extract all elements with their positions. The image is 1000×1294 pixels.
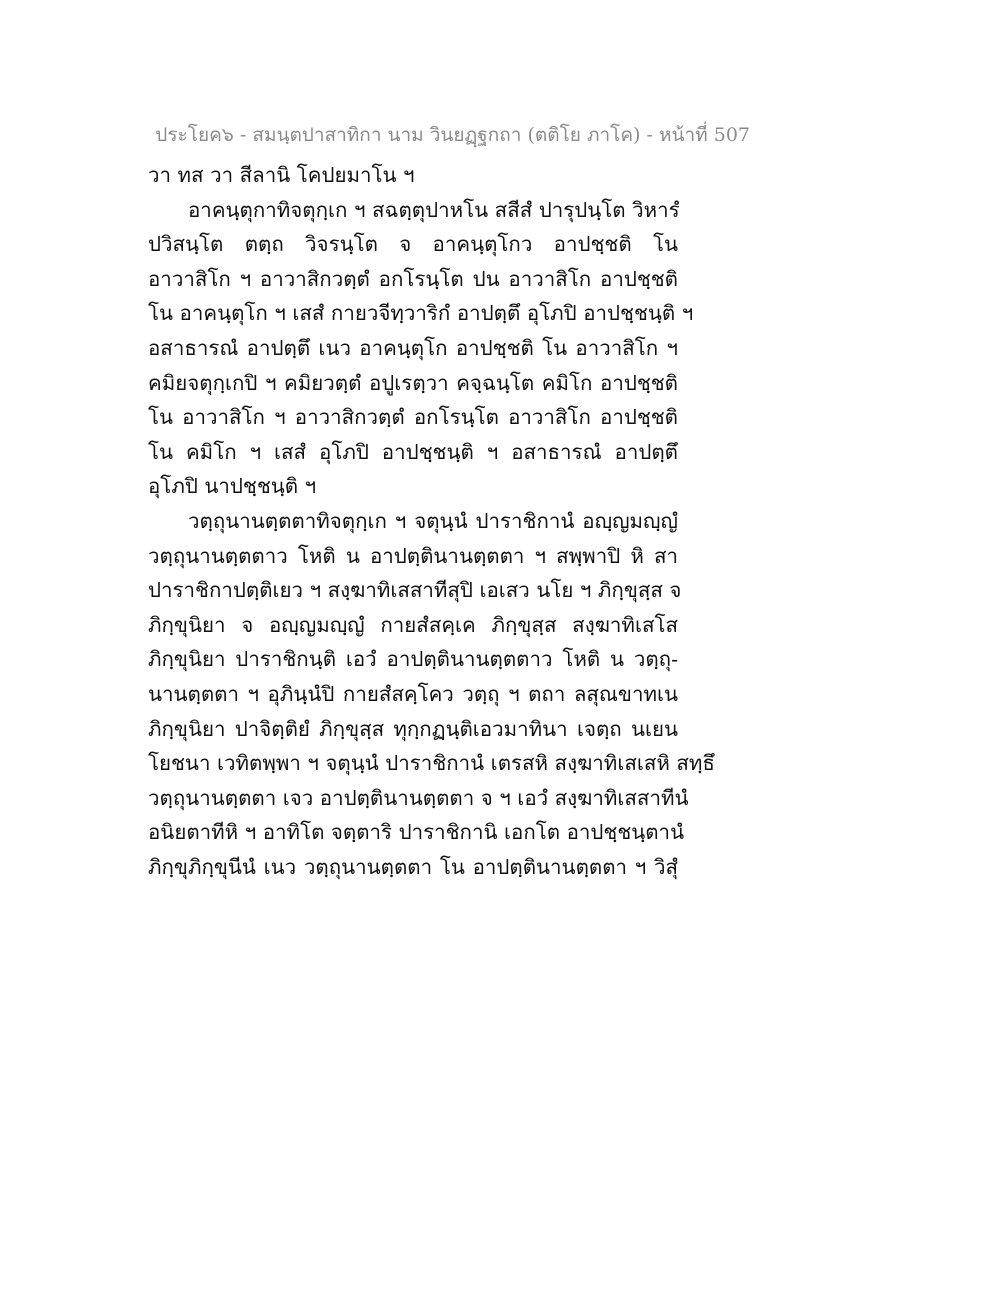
body-text: [148, 158, 715, 884]
text-line: วตฺถุนานตฺตตาทิจตุกฺเก ฯ จตุนฺนํ ปาราชิกานํ อญฺญมญฺญํ: [188, 508, 678, 533]
text-line: โยชนา เวทิตพฺพา ฯ จตุนฺนํ ปาราชิกานํ เตรสหิ สงฺฆาทิเสเสหิ สทฺธึ: [148, 751, 715, 776]
text-line: ภิกฺขุภิกฺขุนีนํ เนว วตฺถุนานตฺตตา โน อาปตฺตินานตฺตตา ฯ วิสุํ: [148, 854, 678, 879]
text-line: อสาธารณํ อาปตฺตึ เนว อาคนฺตุโก อาปชฺชติ โน อาวาสิโก ฯ: [148, 335, 678, 360]
text-line: อนิยตาทีหิ ฯ อาทิโต จตฺตาริ ปาราชิกานิ เอกโต อาปชฺชนฺตานํ: [148, 820, 685, 845]
text-line: โน อาคนฺตุโก ฯ เสสํ กายวจีทฺวาริกํ อาปตฺตึ อุโภปิ อาปชฺชนฺติ ฯ: [148, 301, 694, 326]
text-line: คมิยจตุกฺเกปิ ฯ คมิยวตฺตํ อปูเรตฺวา คจฺฉนฺโต คมิโก อาปชฺชติ: [148, 370, 678, 395]
text-line: อาคนฺตุกาทิจตุกฺเก ฯ สฉตฺตุปาหโน สสีสํ ปารุปนฺโต วิหารํ: [188, 197, 680, 222]
text-line: ภิกฺขุนิยา ปาจิตฺติยํ ภิกฺขุสฺส ทุกฺกฏนฺติเอวมาทินา เจตฺถ นเยน: [148, 716, 678, 741]
text-line: ปาราชิกาปตฺติเยว ฯ สงฺฆาทิเสสาทีสุปิ เอเสว นโย ฯ ภิกฺขุสฺส จ: [148, 578, 682, 603]
text-line: อาวาสิโก ฯ อาวาสิกวตฺตํ อกโรนฺโต ปน อาวาสิโก อาปชฺชติ: [148, 266, 678, 291]
text-line: ปวิสนฺโต ตตฺถ วิจรนฺโต จ อาคนฺตุโกว อาปชฺชติ โน: [148, 232, 678, 257]
text-line: ภิกฺขุนิยา ปาราชิกนฺติ เอวํ อาปตฺตินานตฺตตาว โหติ น วตฺถุ-: [148, 647, 678, 672]
text-line: โน คมิโก ฯ เสสํ อุโภปิ อาปชฺชนฺติ ฯ อสาธารณํ อาปตฺตึ: [148, 439, 678, 464]
text-line: อุโภปิ นาปชฺชนฺติ ฯ: [148, 474, 317, 499]
running-header: ประโยค๖ - สมนฺตปาสาทิกา นาม วินยฏฺฐกถา (ตติโย ภาโค) - หน้าที่ 507: [155, 124, 750, 146]
text-line: ภิกฺขุนิยา จ อญฺญมญฺญํ กายสํสคฺเค ภิกฺขุสฺส สงฺฆาทิเสโส: [148, 612, 678, 637]
text-line: โน อาวาสิโก ฯ อาวาสิกวตฺตํ อกโรนฺโต อาวาสิโก อาปชฺชติ: [148, 405, 678, 430]
text-line: วตฺถุนานตฺตตาว โหติ น อาปตฺตินานตฺตตา ฯ สพฺพาปิ หิ สา: [148, 543, 678, 568]
text-line: นานตฺตตา ฯ อุภินฺนํปิ กายสํสคฺโคว วตฺถุ ฯ ตถา ลสุณขาทเน: [148, 681, 678, 706]
text-line: วตฺถุนานตฺตตา เจว อาปตฺตินานตฺตตา จ ฯ เอวํ สงฺฆาทิเสสาทีนํ: [148, 785, 689, 810]
text-line: วา ทส วา สีลานิ โคปยมาโน ฯ: [148, 163, 415, 187]
